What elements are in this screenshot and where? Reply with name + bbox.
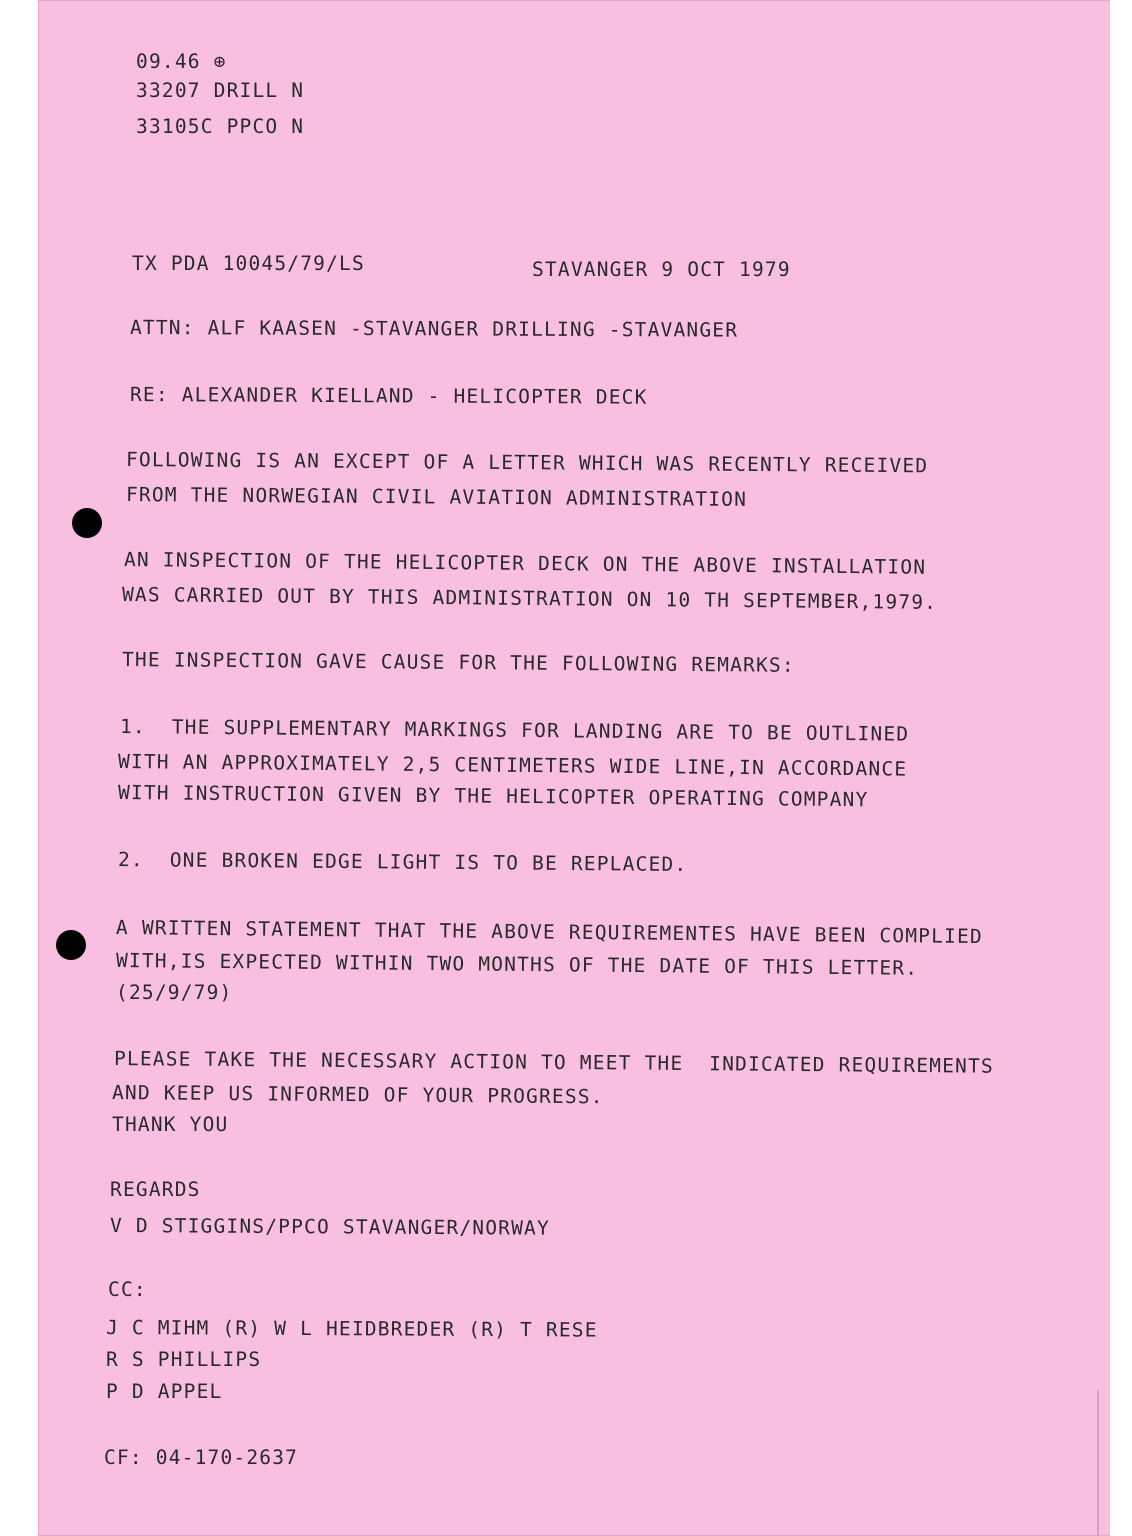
remarks-intro: THE INSPECTION GAVE CAUSE FOR THE FOLLOWING REMARKS: [121,648,795,677]
inspection-line-1: AN INSPECTION OF THE HELICOPTER DECK ON THE ABOVE INSTALLATION [123,548,927,579]
sender: V D STIGGINS/PPCO STAVANGER/NORWAY [109,1214,551,1240]
statement-line-3: (25/9/79) [116,981,233,1004]
header-time: 09.46 ⊕ [136,50,227,73]
action-line-1: PLEASE TAKE THE NECESSARY ACTION TO MEET THE INDICATED REQUIREMENTS [113,1047,994,1078]
cc-line-1: J C MIHM (R) W L HEIDBREDER (R) T RESE [105,1316,598,1342]
cc-line-2: R S PHILLIPS [106,1348,262,1371]
intro-line-1: FOLLOWING IS AN EXCEPT OF A LETTER WHICH WAS RECENTLY RECEIVED [125,448,929,478]
file-reference: CF: 04-170-2637 [104,1446,299,1469]
action-line-3: THANK YOU [112,1113,229,1136]
header-answerback-1: 33207 DRILL N [136,79,305,102]
scan-background-edge [1110,0,1132,1536]
regards: REGARDS [110,1178,201,1201]
header-answerback-2: 33105C PPCO N [136,115,305,138]
punch-hole-bottom [56,930,86,960]
telex-reference: TX PDA 10045/79/LS [132,252,365,275]
remark-1-line-2: WITH AN APPROXIMATELY 2,5 CENTIMETERS WIDE LINE,IN ACCORDANCE [117,750,908,781]
action-line-2: AND KEEP US INFORMED OF YOUR PROGRESS. [111,1081,604,1109]
statement-line-2: WITH,IS EXPECTED WITHIN TWO MONTHS OF THE DATE OF THIS LETTER. [115,949,919,980]
intro-line-2: FROM THE NORWEGIAN CIVIL AVIATION ADMINISTRATION [125,483,748,511]
punch-hole-top [72,508,102,538]
inspection-line-2: WAS CARRIED OUT BY THIS ADMINISTRATION ON 10 TH SEPTEMBER,1979. [121,583,938,614]
remark-1-line-1: 1. THE SUPPLEMENTARY MARKINGS FOR LANDING ARE TO BE OUTLINED [119,715,910,746]
subject-line: RE: ALEXANDER KIELLAND - HELICOPTER DECK [129,383,648,409]
statement-line-1: A WRITTEN STATEMENT THAT THE ABOVE REQUIREMENTES HAVE BEEN COMPLIED [115,916,984,949]
remark-1-line-3: WITH INSTRUCTION GIVEN BY THE HELICOPTER OPERATING COMPANY [117,781,869,812]
cc-line-3: P D APPEL [106,1380,223,1403]
remark-2: 2. ONE BROKEN EDGE LIGHT IS TO BE REPLACED. [117,848,688,876]
place-and-date: STAVANGER 9 OCT 1979 [532,258,791,281]
paper-crease [1097,1390,1099,1536]
cc-label: CC: [108,1278,147,1301]
attention-line: ATTN: ALF KAASEN -STAVANGER DRILLING -STAVANGER [129,316,739,342]
